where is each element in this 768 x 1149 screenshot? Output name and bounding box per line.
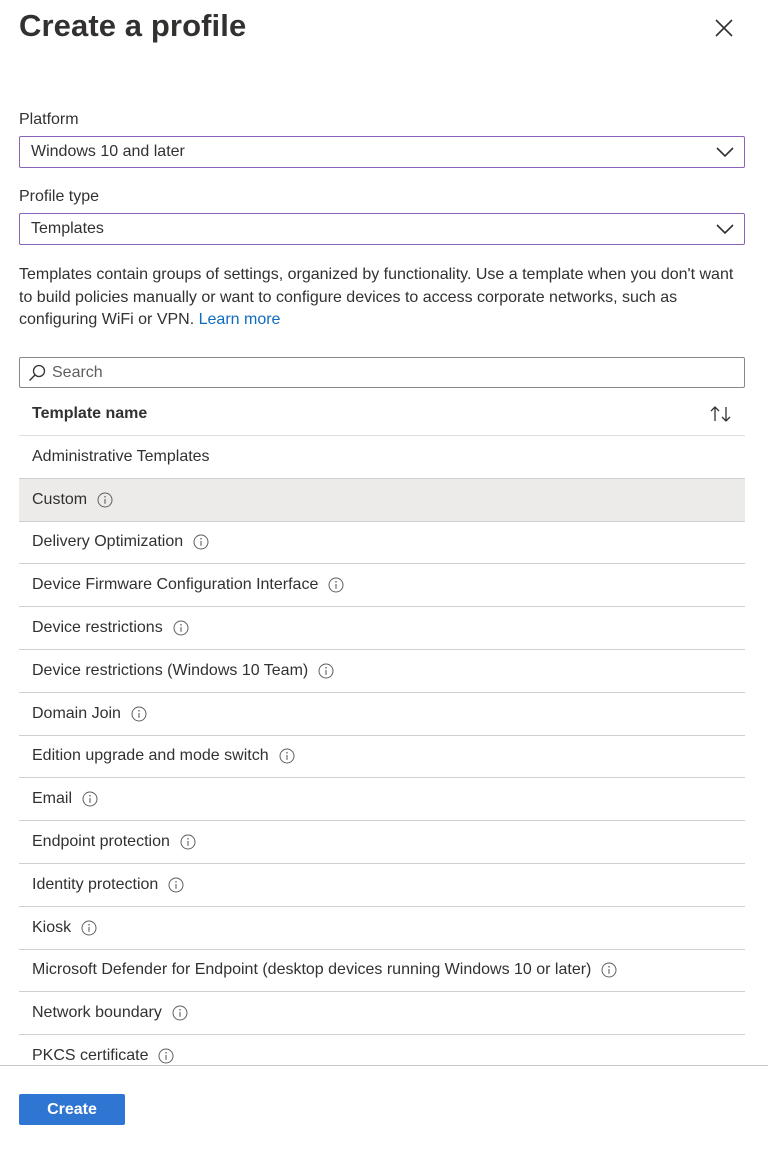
- template-name: Kiosk: [32, 918, 72, 936]
- info-icon[interactable]: [601, 962, 617, 978]
- info-icon[interactable]: [193, 534, 209, 550]
- table-header: [19, 392, 745, 436]
- table-row[interactable]: [19, 479, 745, 522]
- column-header-template-name[interactable]: Template name: [32, 404, 148, 422]
- platform-selected-value: Windows 10 and later: [31, 143, 185, 160]
- info-icon[interactable]: [168, 877, 184, 893]
- template-name: Microsoft Defender for Endpoint (desktop devices running Windows 10 or later): [32, 961, 592, 979]
- info-icon[interactable]: [173, 620, 189, 636]
- info-icon[interactable]: [279, 748, 295, 764]
- search-input[interactable]: [52, 364, 732, 382]
- profile-type-selected-value: Templates: [31, 220, 104, 237]
- page-title: Create a profile: [19, 8, 247, 43]
- table-row[interactable]: [19, 522, 745, 565]
- template-name: Domain Join: [32, 704, 121, 722]
- search-box[interactable]: [19, 357, 745, 388]
- table-row[interactable]: [19, 650, 745, 693]
- template-name: Edition upgrade and mode switch: [32, 747, 269, 765]
- search-icon: [28, 364, 46, 382]
- platform-label: Platform: [19, 111, 79, 128]
- template-name: Custom: [32, 490, 88, 508]
- template-name: Network boundary: [32, 1004, 162, 1022]
- chevron-down-icon: [716, 221, 734, 237]
- table-row[interactable]: [19, 950, 745, 993]
- table-row[interactable]: [19, 736, 745, 779]
- template-description: [19, 264, 747, 332]
- sort-icon[interactable]: [709, 404, 733, 424]
- info-icon[interactable]: [158, 1048, 174, 1064]
- learn-more-link[interactable]: Learn more: [198, 311, 281, 328]
- table-row[interactable]: [19, 436, 745, 479]
- info-icon[interactable]: [81, 920, 97, 936]
- profile-type-label: Profile type: [19, 188, 100, 205]
- table-row[interactable]: [19, 1035, 745, 1064]
- info-icon[interactable]: [131, 706, 147, 722]
- table-row[interactable]: [19, 607, 745, 650]
- table-row[interactable]: [19, 992, 745, 1035]
- template-name: Delivery Optimization: [32, 533, 184, 551]
- template-name: PKCS certificate: [32, 1047, 149, 1064]
- table-row[interactable]: [19, 693, 745, 736]
- info-icon[interactable]: [180, 834, 196, 850]
- table-row[interactable]: [19, 778, 745, 821]
- table-row[interactable]: [19, 907, 745, 950]
- info-icon[interactable]: [172, 1005, 188, 1021]
- templates-table: [19, 392, 745, 1064]
- template-name: Device restrictions (Windows 10 Team): [32, 661, 309, 679]
- template-name: Device restrictions: [32, 619, 163, 637]
- info-icon[interactable]: [97, 492, 113, 508]
- profile-type-dropdown[interactable]: [19, 213, 745, 245]
- table-body: [19, 436, 745, 1064]
- table-row[interactable]: [19, 821, 745, 864]
- description-text: Templates contain groups of settings, organized by functionality. Use a template when you don't want to build policies manually or want to configure devices to access corporate networks, such as configuring WiFi or VPN.: [19, 266, 734, 328]
- close-button[interactable]: [708, 12, 740, 44]
- template-name: Endpoint protection: [32, 833, 170, 851]
- table-row[interactable]: [19, 564, 745, 607]
- template-name: Administrative Templates: [32, 447, 210, 465]
- footer-divider: [0, 1065, 768, 1066]
- template-name: Identity protection: [32, 875, 159, 893]
- table-row[interactable]: [19, 864, 745, 907]
- info-icon[interactable]: [328, 577, 344, 593]
- info-icon[interactable]: [318, 663, 334, 679]
- close-icon: [715, 19, 733, 37]
- chevron-down-icon: [716, 144, 734, 160]
- platform-dropdown[interactable]: [19, 136, 745, 168]
- template-name: Email: [32, 790, 73, 808]
- create-button[interactable]: Create: [19, 1094, 125, 1125]
- template-name: Device Firmware Configuration Interface: [32, 576, 319, 594]
- info-icon[interactable]: [82, 791, 98, 807]
